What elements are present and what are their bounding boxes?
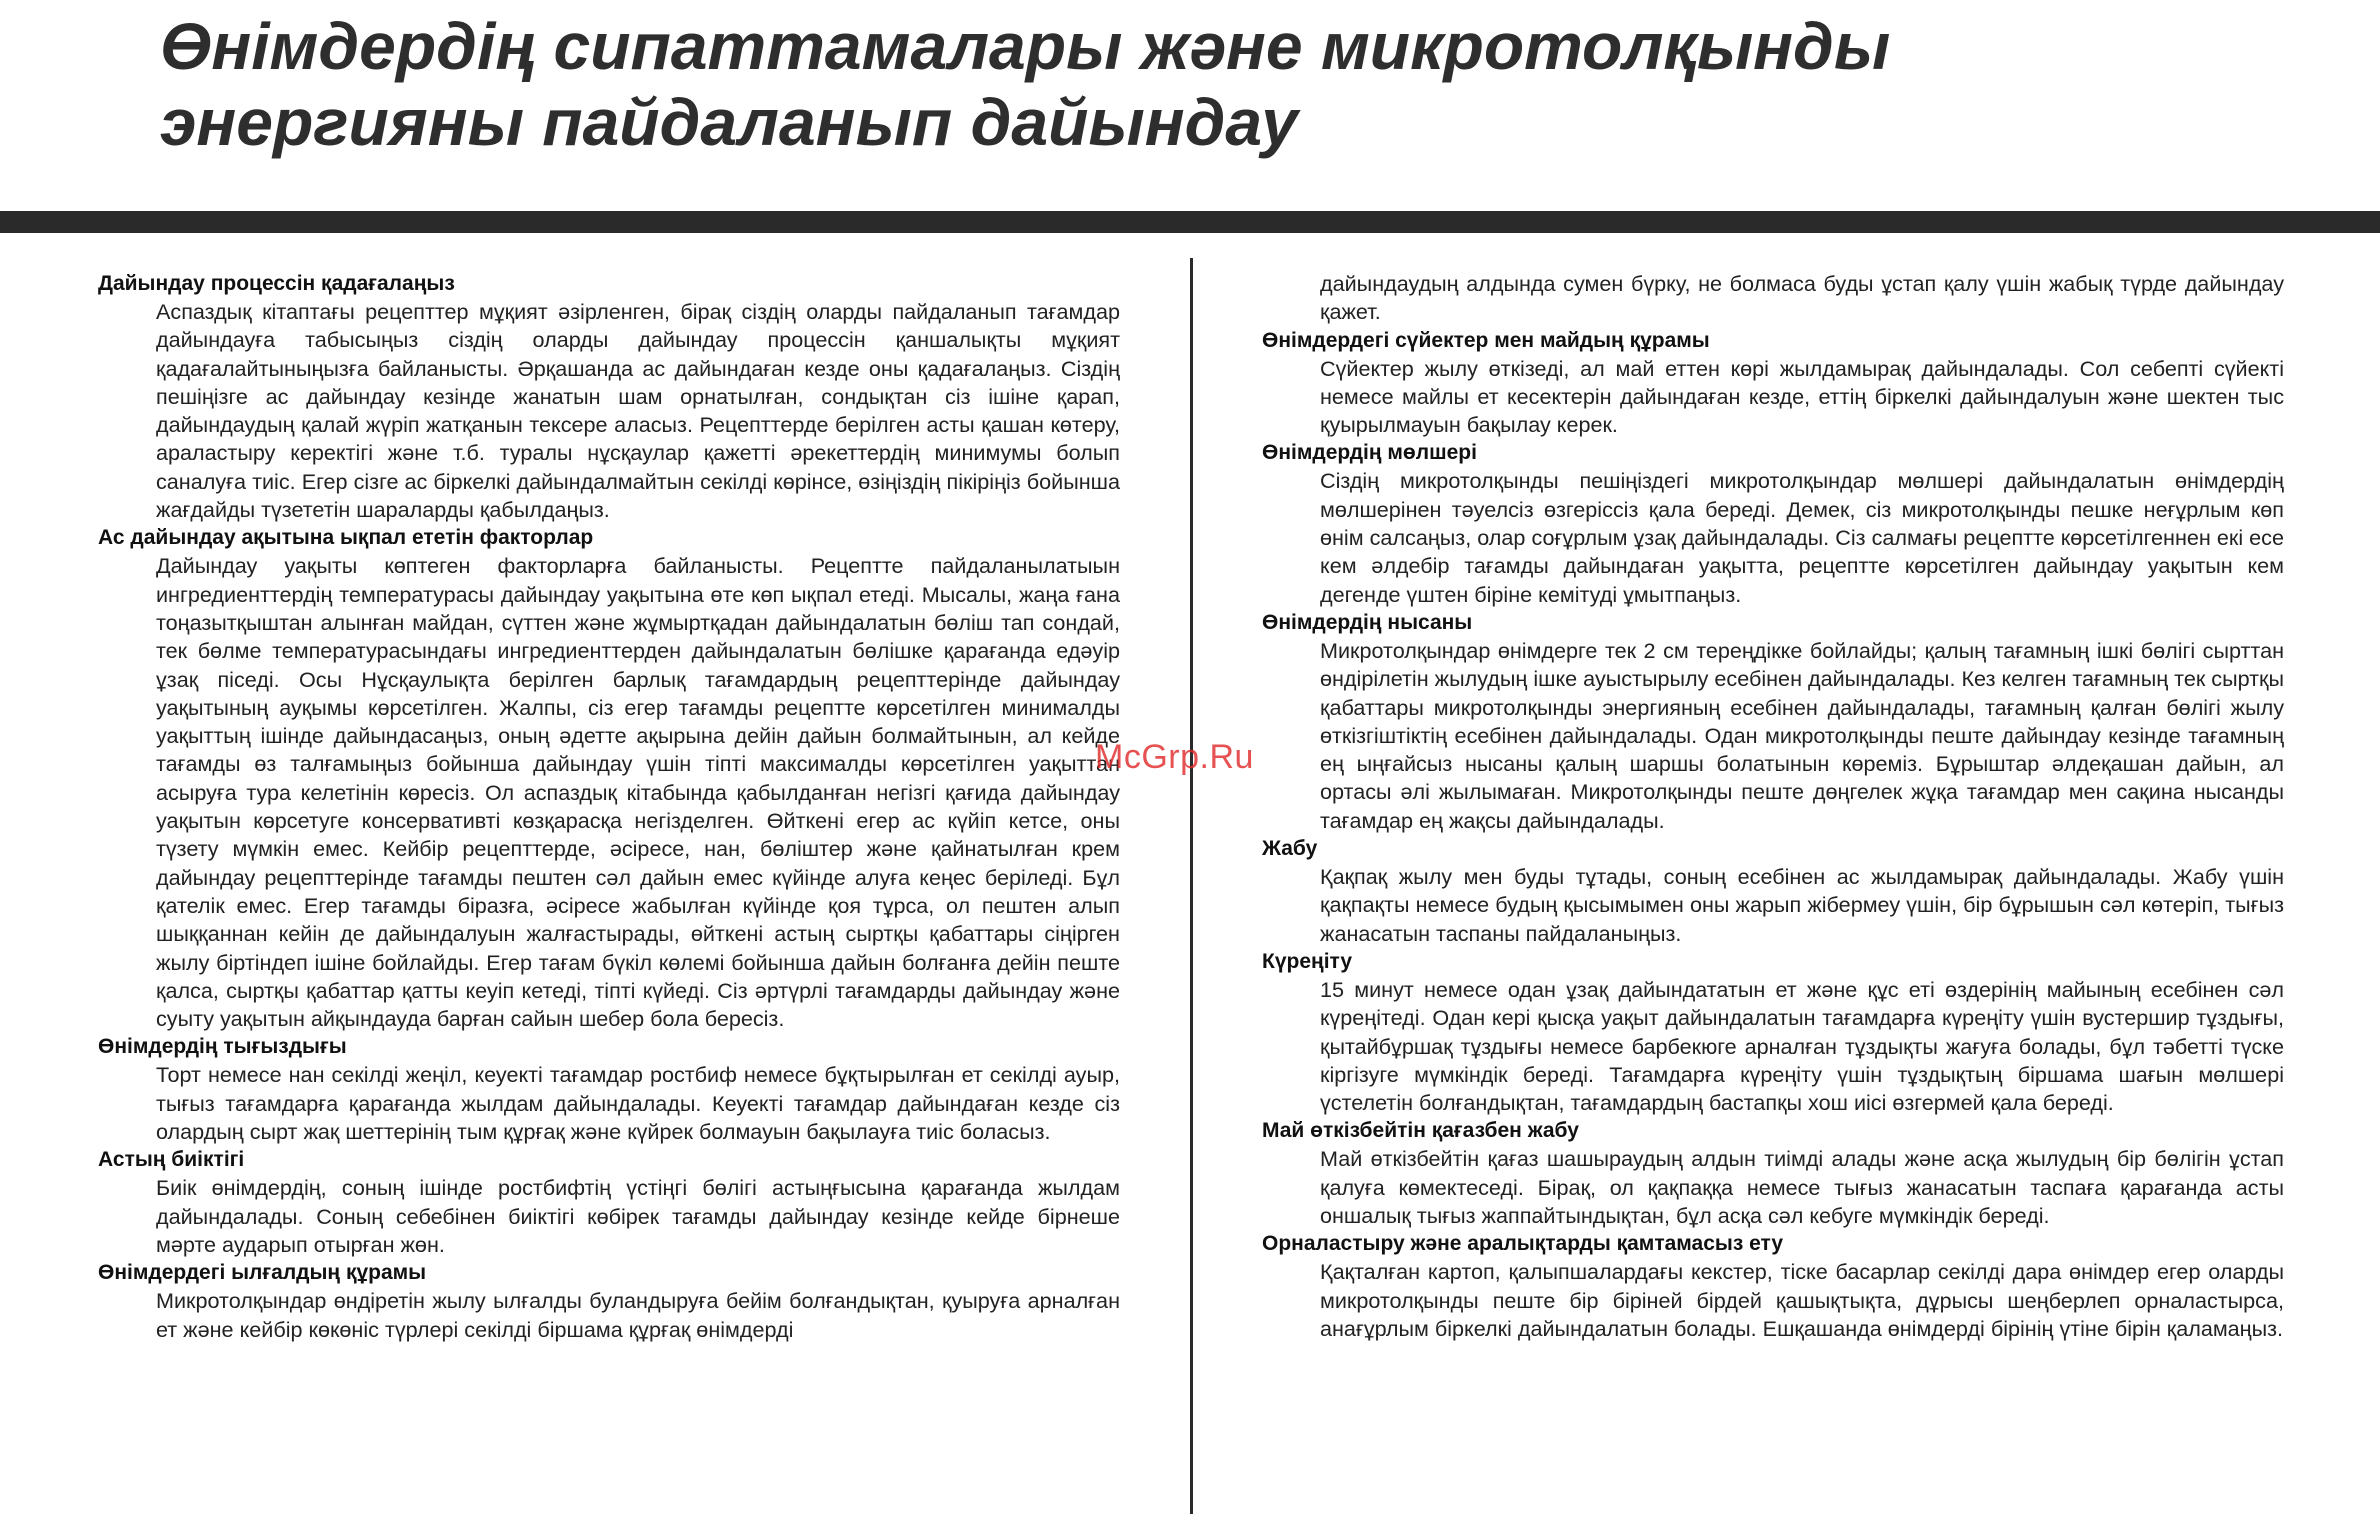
page-title: [160, 8, 2260, 160]
section-browning: [1262, 948, 2284, 1117]
section-heading: Астың биіктігі: [98, 1148, 245, 1172]
section-text: Дайындау уақыты көптеген факторларға байланысты. Рецептте пайдаланылатыын ингредиенттердің температурасы дайындау уақытына өте көп ықпал етеді. Мысалы, жаңа ғана тоңазытқыштан алынған майдан, сүттен және жұмыртқадан дайындалатын бөліш тап сондай, тек бөлме температурасындағы ингредиенттерден дайындалатын бөлішке қарағанда едәуір ұзақ піседі. Осы Нұсқаулықта берілген барлық тағамдардың рецепттерінде дайындау уақытының ауқымы көрсетілген. Жалпы, сіз егер тағамды рецептте көрсетілген минималды уақыттың ішінде дайындасаңыз, оның әдетте ақырына дейін дайын болмайтынын, ал кейде тағамды өз талғамыңыз бойынша дайындау үшін тіпті максималды көрсетілген уақыттан асыруға тура келетінін көресіз. Ол аспаздық кітабында қабылданған негізгі қағида дайындау уақытын көрсетуге консервативті көзқарасқа негізделген. Өйткені егер ас күйіп кетсе, оны түзету мүмкін емес. Кейбір рецепттерде, әсіресе, нан, бөліштер және қайнатылған крем дайындау рецепттерінде тағамды пештен сәл дайын емес күйінде алуға кеңес беріледі. Бұл қателік емес. Егер тағамды біразға, әсіресе жабылған күйінде қоя тұрса, ол пештен алып шыққаннан кейін де дайындалуын жалғастырады, өйткені астың сыртқы қабаттары сіңірген жылу біртіндеп ішіне бойлайды. Егер тағам бүкіл көлемі бойынша дайын болғанға дейін пеште қалса, сыртқы қабаттар қатты кеуіп кетеді, тіпті күйеді. Сіз әртүрлі тағамдарды дайындау және суыту уақытын айқындауда барған сайын шебер бола бересіз.: [156, 553, 1120, 1032]
section-text: Қақталған картоп, қалыпшалардағы кекстер, тіске басарлар секілді дара өнімдер егер оларды микротолқынды пеште бір біріней бірдей қашықтықта, дұрысы шеңберлеп орналастырса, анағұрлым біркелкі дайындалатын болады. Ешқашанда өнімдерді бірінің үтіне бірін қаламаңыз.: [1320, 1259, 2284, 1341]
section-text: Қақпақ жылу мен буды тұтады, соның есебінен ас жылдамырақ дайындалады. Жабу үшін қақпақты немесе будың қысымымен оны жарып жібермеу үшін, бір бұрышын сәл көтеріп, тығыз жанасатын таспаны пайдаланыңыз.: [1320, 864, 2284, 946]
section-text: Микротолқындар өнімдерге тек 2 см тереңдікке бойлайды; қалың тағамның ішкі бөлігі сырттан өндірілетін жылудың ішке ауыстырылу есебінен дайындалады. Кез келген тағамның тек сыртқы қабаттары микротолқынды энергияның есебінен дайындалады, тағамның қалған бөлігі жылу өткізгіштіктің есебінен дайындалады. Одан микротолқынды пеште дайындау кезінде тағамның ең ыңғайсыз нысаны қалың шаршы болатынын көреміз. Бұрыштар әлдеқашан дайын, ал ортасы әлі жылымаған. Микротолқынды пеште дөңгелек жұқа тағамдар мен сақина нысанды тағамдар ең жақсы дайындалады.: [1320, 637, 2284, 833]
section-text: Биік өнімдердің, соның ішінде ростбифтің үстіңгі бөлігі астыңғысына қарағанда жылдам дайындалады. Соның себебінен биіктігі көбірек тағамды дайындау кезінде кейде бірнеше мәрте аударып отырған жөн.: [156, 1175, 1120, 1257]
section-heading: Өнімдердегі ылғалдың құрамы: [98, 1261, 427, 1285]
header-rule: [0, 211, 2380, 233]
column-divider: [1190, 258, 1193, 1514]
section-text: дайындаудың алдында сумен бүрку, не болмаса буды ұстап қалу үшін жабық түрде дайындау қажет.: [1320, 271, 2284, 325]
section-moisture-content: [98, 1259, 1120, 1344]
section-text: Аспаздық кітаптағы рецепттер мұқият әзірленген, бірақ сіздің оларды пайдаланып тағамдар дайындауға табысыңыз сіздің оларды дайындау процессін қаншалықты мұқият қадағалайтыныңызға байланысты. Әрқашанда ас дайындаған кезде оны қадағалаңыз. Сіздің пешіңізге ас дайындау кезінде жанатын шам орнатылған, сондықтан сіз ішіне қарап, дайындаудың қалай жүріп жатқанын тексере аласыз. Рецепттерде берілген асты қашан көтеру, араластыру керектігі және т.б. туралы нұсқаулар қажетті әрекеттердің минимумы болып саналуға тиіс. Егер сізге ас біркелкі дайындалмайтын секілді көрінсе, өзіңіздің пікіріңіз бойынша жағдайды түзететін шараларды қабылдаңыз.: [156, 299, 1120, 523]
section-heading: Өнімдердің мөлшері: [1262, 441, 1477, 465]
section-food-height: [98, 1146, 1120, 1259]
title-line-1: Өнімдердің сипаттамалары және микротолқынды: [160, 9, 1891, 83]
section-text: 15 минут немесе одан ұзақ дайындататын ет және құс еті өздерінің майының есебінен сәл күреңітеді. Одан кері қысқа уақыт дайындалатын тағамдарға күреңіту үшін вустершир тұздығы, қытайбұршақ тұздығы немесе барбекюге арналған тұздықты жағуға болады, бұл тәбетті түске кіргізуге мүмкіндік береді. Тағамдарға күреңіту үшін тұздықтың біршама шағын мөлшері үстелетін болғандықтан, тағамдардың бастапқы хош иісі өзгермей қала береді.: [1320, 976, 2284, 1116]
section-heading: Май өткізбейтін қағазбен жабу: [1262, 1119, 1579, 1143]
left-column: [98, 270, 1120, 1344]
section-heading: Дайындау процессін қадағалаңыз: [98, 272, 455, 295]
title-line-2: энергияны пайдаланып дайындау: [160, 85, 1298, 159]
right-column: [1262, 270, 2284, 1343]
section-text: Сіздің микротолқынды пешіңіздегі микротолқындар мөлшері дайындалатын өнімдердің мөлшерінен тәуелсіз өзгеріссіз қала береді. Демек, сіз микротолқынды пешке неғұрлым көп өнім салсаңыз, олар соғұрлым ұзақ дайындалады. Сіз салмағы рецептте көрсетілгеннен екі есе кем әлдебір тағамды дайындаған уақытта, рецептте көрсетілген дайындау уақытын кем дегенде үштен біріне кемітуді ұмытпаңыз.: [1320, 468, 2284, 607]
section-bones-and-fat: [1262, 327, 2284, 440]
section-text: Микротолқындар өндіретін жылу ылғалды буландыруға бейім болғандықтан, қуыруға арналған ет және кейбір көкөніс түрлері секілді біршама құрғақ өнімдерді: [156, 1288, 1120, 1342]
section-heading: Өнімдердің нысаны: [1262, 610, 1473, 634]
watermark: McGrp.Ru: [1095, 738, 1254, 776]
section-quantity: [1262, 439, 2284, 608]
section-arrangement: [1262, 1230, 2284, 1343]
section-heading: Жабу: [1262, 837, 1318, 861]
section-text: Сүйектер жылу өткізеді, ал май еттен көрі жылдамырақ дайындалады. Сол себепті сүйекті немесе майлы ет кесектерін дайындаған кезде, еттің біркелкі дайындалуын және шектен тыс қуырылмауын бақылау керек.: [1320, 355, 2284, 438]
section-cooking-time-factors: [98, 524, 1120, 1033]
section-food-density: [98, 1033, 1120, 1146]
section-moisture-content-continued: [1262, 270, 2284, 327]
section-covering: [1262, 835, 2284, 948]
section-heading: Өнімдердің тығыздығы: [98, 1035, 347, 1059]
section-shape: [1262, 609, 2284, 835]
section-heading: Өнімдердегі сүйектер мен майдың құрамы: [1262, 328, 1710, 352]
section-wax-paper: [1262, 1117, 2284, 1230]
section-process-control: [98, 270, 1120, 524]
section-heading: Орналастыру және аралықтарды қамтамасыз ету: [1262, 1232, 1784, 1256]
section-text: Май өткізбейтін қағаз шашыраудың алдын тиімді алады және асқа жылудың бір бөлігін ұстап қалуға көмектеседі. Бірақ, ол қақпаққа немесе тығыз жанасатын таспаға қарағанда асты оншалық тығыз жаппайтындықтан, бұл асқа сәл кебуге мүмкіндік береді.: [1320, 1146, 2284, 1229]
section-heading: Күреңіту: [1262, 949, 1353, 973]
section-text: Торт немесе нан секілді жеңіл, кеуекті тағамдар ростбиф немесе бұқтырылған ет секілді ауыр, тығыз тағамдарға қарағанда жылдам дайындалады. Кеуекті тағамдар дайындаған кезде сіз олардың сырт жақ шеттерінің тым құрғақ және күйрек болмауын бақылауға тиіс боласыз.: [156, 1062, 1120, 1145]
section-heading: Ас дайындау ақытына ықпал ететін факторлар: [98, 526, 594, 550]
